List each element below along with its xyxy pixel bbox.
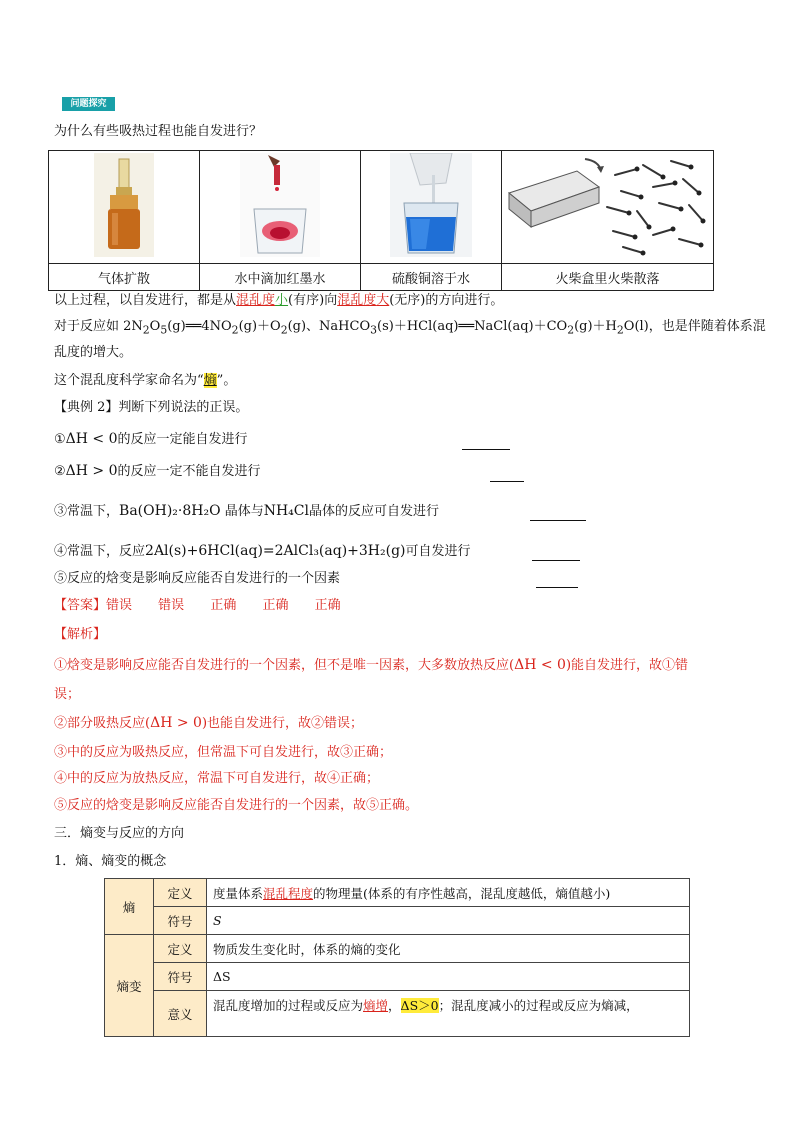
answer-line: 【答案】错误 错误 正确 正确 正确 — [54, 598, 341, 613]
entropy-header: 熵 — [105, 879, 154, 935]
entropy-change-definition: 物质发生变化时，体系的熵的变化 — [207, 935, 690, 963]
paragraph-reactions-cont: 乱度的增大。 — [54, 345, 133, 360]
entropy-change-meaning: 混乱度增加的过程或反应为熵增，ΔS＞0；混乱度减小的过程或反应为熵减， — [207, 991, 690, 1037]
subsection-heading: 1．熵、熵变的概念 — [54, 854, 167, 869]
answer-blank-2[interactable] — [490, 480, 524, 482]
item-3: ③常温下，Ba(OH)₂·8H₂O 晶体与NH₄Cl晶体的反应可自发进行 — [54, 503, 439, 519]
image-cell-3 — [361, 151, 502, 264]
caption-2: 水中滴加红墨水 — [200, 264, 361, 291]
row-label-symbol: 符号 — [154, 907, 207, 935]
red-ink-beaker-icon — [240, 153, 320, 257]
caption-1: 气体扩散 — [49, 264, 200, 291]
paragraph-disorder: 以上过程，以自发进行，都是从混乱度小(有序)向混乱度大(无序)的方向进行。 — [54, 293, 504, 308]
answer-blank-4[interactable] — [532, 559, 580, 561]
caption-4: 火柴盒里火柴散落 — [502, 264, 714, 291]
answer-blank-1[interactable] — [462, 448, 510, 450]
analysis-line-1: ①焓变是影响反应能否自发进行的一个因素，但不是唯一因素，大多数放热反应(ΔH < 0)能自发进行，故①错 — [54, 657, 689, 673]
row-label-definition-2: 定义 — [154, 935, 207, 963]
example-heading: 【典例 2】判断下列说法的正误。 — [54, 400, 249, 415]
gas-diffusion-flask-icon — [94, 153, 154, 257]
entropy-symbol: S — [207, 907, 690, 935]
entropy-definition: 度量体系混乱程度的物理量(体系的有序性越高，混乱度越低，熵值越小) — [207, 879, 690, 907]
analysis-line-1-cont: 误； — [54, 687, 81, 702]
analysis-line-2: ②部分吸热反应(ΔH > 0)也能自发进行，故②错误； — [54, 715, 364, 731]
image-cell-4 — [502, 151, 714, 264]
image-cell-1 — [49, 151, 200, 264]
paragraph-entropy-name: 这个混乱度科学家命名为“熵”。 — [54, 373, 237, 388]
entropy-change-symbol: ΔS — [207, 963, 690, 991]
analysis-line-3: ③中的反应为吸热反应，但常温下可自发进行，故③正确； — [54, 745, 393, 760]
entropy-change-header: 熵变 — [105, 935, 154, 1037]
question-text: 为什么有些吸热过程也能自发进行？ — [54, 124, 263, 139]
section-heading: 三．熵变与反应的方向 — [54, 826, 185, 841]
entropy-table — [104, 878, 690, 1037]
item-1: ①ΔH < 0的反应一定能自发进行 — [54, 431, 248, 447]
image-cell-2 — [200, 151, 361, 264]
row-label-definition: 定义 — [154, 879, 207, 907]
copper-sulfate-beaker-icon — [390, 153, 472, 257]
item-2: ②ΔH > 0的反应一定不能自发进行 — [54, 463, 261, 479]
scattered-matches-icon — [503, 153, 713, 257]
item-4: ④常温下，反应2Al(s)+6HCl(aq)=2AlCl₃(aq)+3H₂(g)可自发进行 — [54, 543, 471, 559]
row-label-symbol-2: 符号 — [154, 963, 207, 991]
paragraph-reactions: 对于反应如 $2N_2O_5(g)══4NO_2(g)+O_2(g)$、$NaHCO_3(s)+HCl(aq)══NaCl(aq)+CO_2(g)+H_2O(l)$，也是伴随着体系混 — [54, 319, 766, 337]
caption-3: 硫酸铜溶于水 — [361, 264, 502, 291]
analysis-line-5: ⑤反应的焓变是影响反应能否自发进行的一个因素，故⑤正确。 — [54, 798, 419, 813]
section-tag: 问题探究 — [62, 97, 115, 111]
image-table — [48, 150, 714, 291]
row-label-meaning: 意义 — [154, 991, 207, 1037]
item-5: ⑤反应的焓变是影响反应能否自发进行的一个因素 — [54, 571, 341, 586]
analysis-label: 【解析】 — [54, 627, 107, 642]
answer-blank-5[interactable] — [536, 586, 578, 588]
analysis-line-4: ④中的反应为放热反应，常温下可自发进行，故④正确； — [54, 771, 380, 786]
answer-blank-3[interactable] — [530, 519, 586, 521]
